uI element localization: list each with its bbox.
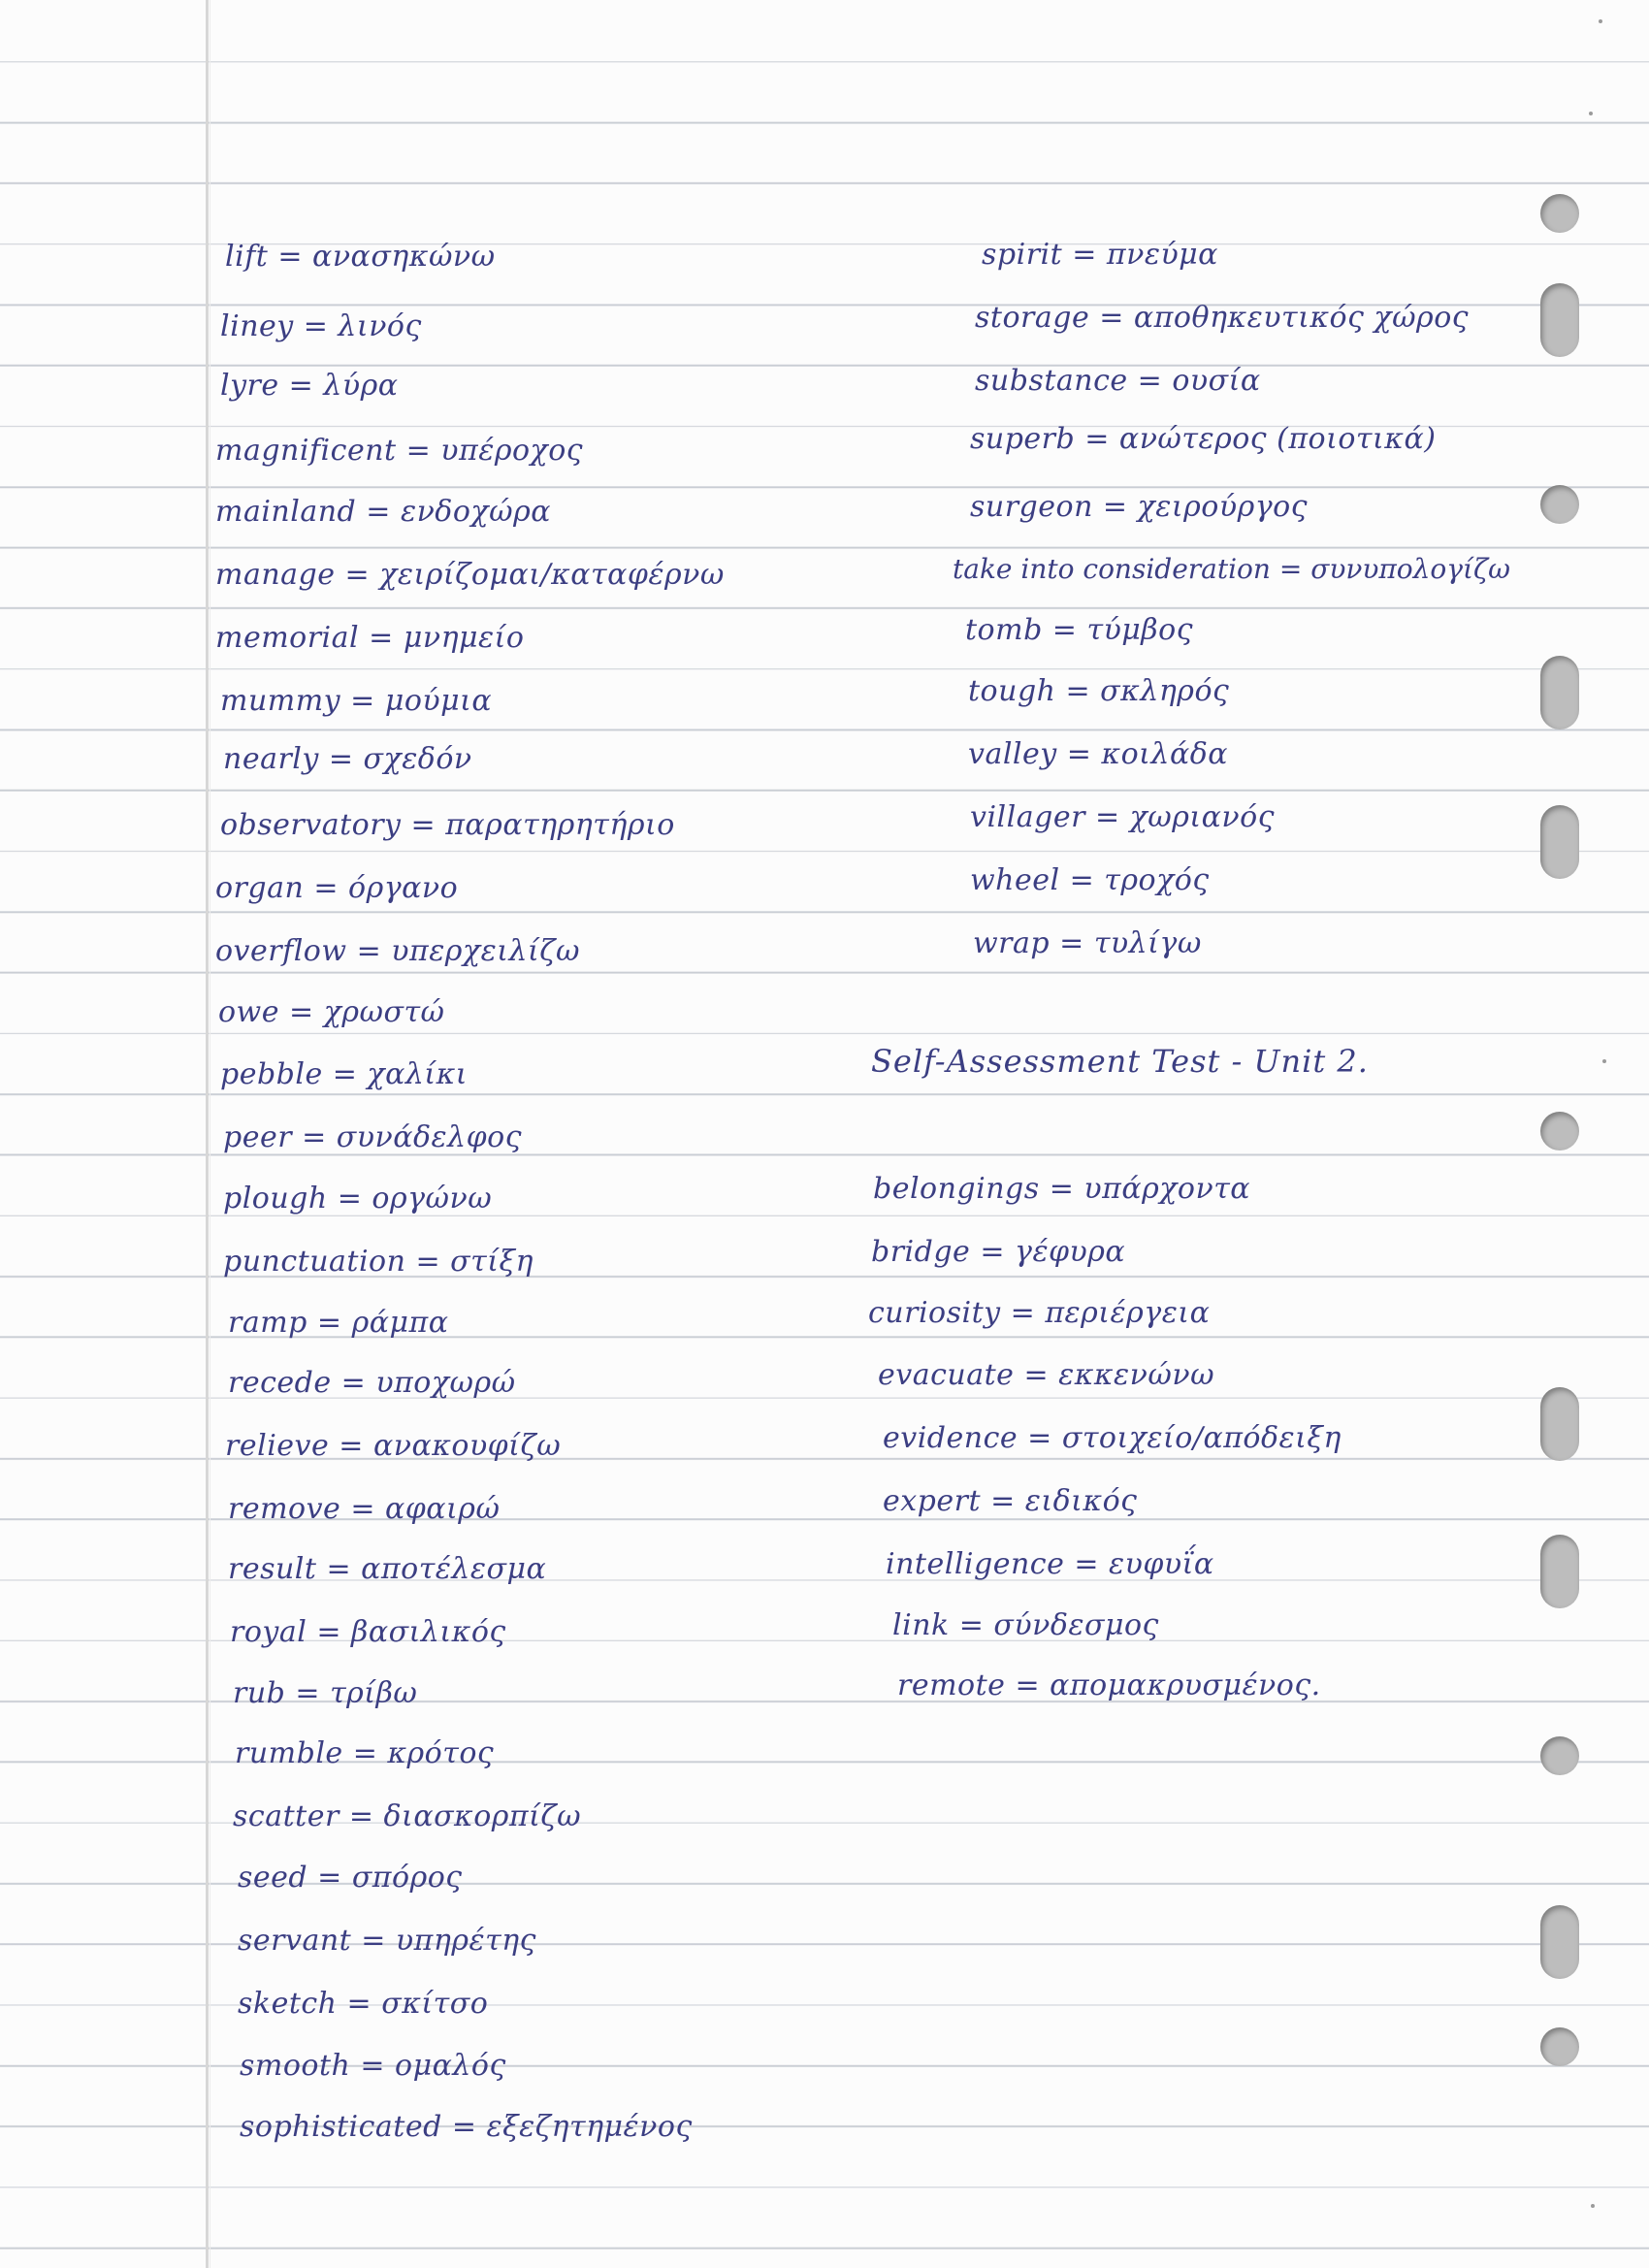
vocab-entry: manage = χειρίζομαι/καταφέρνω bbox=[215, 558, 725, 592]
vocab-entry: remote = απομακρυσμένος. bbox=[897, 1669, 1321, 1702]
vocab-entry: bridge = γέφυρα bbox=[871, 1235, 1126, 1269]
vocab-entry: owe = χρωστώ bbox=[218, 995, 445, 1029]
vocab-entry: evidence = στοιχείο/απόδειξη bbox=[883, 1421, 1342, 1455]
vocab-entry: remove = αφαιρώ bbox=[228, 1492, 501, 1526]
binder-hole bbox=[1540, 805, 1579, 879]
vocab-entry: nearly = σχεδόν bbox=[223, 742, 472, 776]
binder-hole bbox=[1540, 1736, 1579, 1775]
binder-hole bbox=[1540, 485, 1579, 524]
vocab-entry: sophisticated = εξεζητημένος bbox=[240, 2110, 693, 2144]
vocab-entry: take into consideration = συνυπολογίζω bbox=[953, 553, 1510, 585]
vocab-entry: mummy = μούμια bbox=[220, 684, 493, 718]
vocab-entry: expert = ειδικός bbox=[883, 1484, 1138, 1518]
vocab-entry: belongings = υπάρχοντα bbox=[873, 1172, 1251, 1206]
vocab-entry: observatory = παρατηρητήριο bbox=[220, 808, 675, 842]
vocab-entry: recede = υποχωρώ bbox=[228, 1366, 516, 1400]
vocab-entry: seed = σπόρος bbox=[238, 1861, 463, 1895]
vocab-entry: pebble = χαλίκι bbox=[220, 1057, 469, 1091]
vocab-entry: magnificent = υπέροχος bbox=[215, 434, 584, 468]
vocab-entry: link = σύνδεσμος bbox=[892, 1608, 1159, 1642]
vocab-entry: ramp = ράμπα bbox=[228, 1306, 449, 1340]
vocab-entry: smooth = ομαλός bbox=[240, 2049, 506, 2083]
section-heading: Self-Assessment Test - Unit 2. bbox=[871, 1043, 1369, 1080]
binder-hole bbox=[1540, 1905, 1579, 1979]
vocab-entry: punctuation = στίξη bbox=[223, 1245, 534, 1279]
vocab-entry: result = αποτέλεσμα bbox=[228, 1552, 547, 1586]
vocab-entry: valley = κοιλάδα bbox=[968, 737, 1229, 771]
vocab-entry: superb = ανώτερος (ποιοτικά) bbox=[970, 422, 1437, 456]
vocab-entry: organ = όργανο bbox=[215, 871, 459, 905]
paper-speck bbox=[1589, 112, 1593, 115]
vocab-entry: rumble = κρότος bbox=[235, 1736, 495, 1770]
vocab-entry: lyre = λύρα bbox=[220, 369, 399, 403]
vocab-entry: mainland = ενδοχώρα bbox=[215, 495, 551, 529]
binder-hole bbox=[1540, 1112, 1579, 1150]
vocab-entry: tough = σκληρός bbox=[968, 674, 1230, 708]
vocab-entry: sketch = σκίτσο bbox=[238, 1987, 489, 2021]
vocab-entry: plough = οργώνω bbox=[223, 1182, 493, 1215]
binder-hole bbox=[1540, 1535, 1579, 1608]
vocab-entry: tomb = τύμβος bbox=[965, 613, 1194, 647]
vocab-entry: royal = βασιλικός bbox=[230, 1615, 506, 1649]
vocab-entry: surgeon = χειρούργος bbox=[970, 490, 1309, 524]
vocab-entry: spirit = πνεύμα bbox=[982, 238, 1218, 272]
paper-speck bbox=[1602, 1059, 1606, 1063]
vocab-entry: memorial = μνημείο bbox=[215, 621, 525, 655]
vocab-entry: storage = αποθηκευτικός χώρος bbox=[975, 301, 1470, 335]
vocab-entry: overflow = υπερχειλίζω bbox=[215, 934, 580, 968]
vocab-entry: intelligence = ευφυΐα bbox=[886, 1547, 1214, 1581]
paper-speck bbox=[1599, 19, 1602, 23]
binder-hole bbox=[1540, 283, 1579, 357]
vocab-entry: rub = τρίβω bbox=[233, 1676, 418, 1710]
vocab-entry: servant = υπηρέτης bbox=[238, 1924, 536, 1958]
vocab-entry: lift = ανασηκώνω bbox=[225, 240, 496, 274]
vocab-entry: relieve = ανακουφίζω bbox=[225, 1429, 562, 1463]
vocab-entry: villager = χωριανός bbox=[970, 800, 1276, 834]
vocab-entry: peer = συνάδελφος bbox=[223, 1120, 523, 1154]
binder-hole bbox=[1540, 2027, 1579, 2066]
vocab-entry: evacuate = εκκενώνω bbox=[878, 1358, 1215, 1392]
binder-hole bbox=[1540, 656, 1579, 729]
vocab-entry: liney = λινός bbox=[220, 309, 422, 343]
vocab-entry: scatter = διασκορπίζω bbox=[233, 1799, 582, 1833]
binder-hole bbox=[1540, 194, 1579, 233]
binder-hole bbox=[1540, 1387, 1579, 1461]
vocab-entry: curiosity = περιέργεια bbox=[868, 1296, 1211, 1330]
vocab-entry: wrap = τυλίγω bbox=[973, 926, 1202, 960]
vocab-entry: substance = ουσία bbox=[975, 364, 1261, 398]
paper-speck bbox=[1591, 2204, 1595, 2208]
vocab-entry: wheel = τροχός bbox=[970, 863, 1210, 897]
margin-line bbox=[206, 0, 209, 2268]
